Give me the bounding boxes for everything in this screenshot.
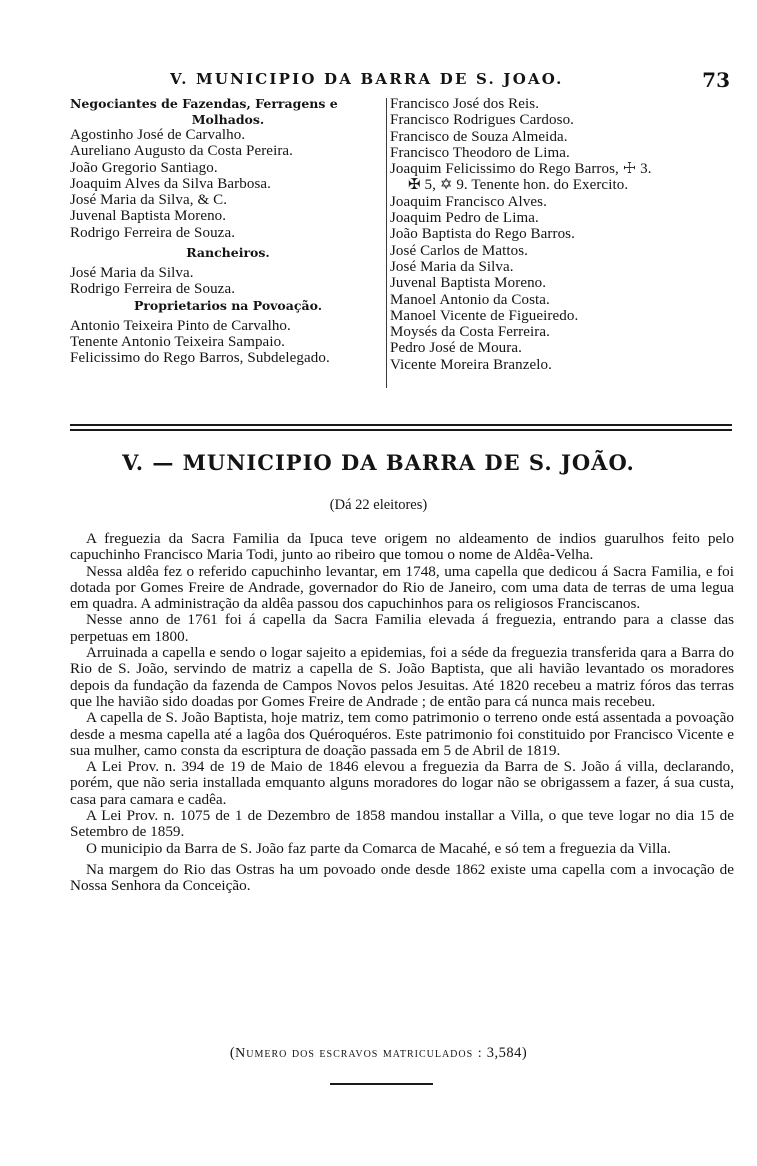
paragraph: A Lei Prov. n. 394 de 19 de Maio de 1846 elevou a freguezia da Barra de S. João á villa, declarando, porém, que não seria installada emquanto alguns moradores do logar não se obrigassem a fazer, á sua custa, casa para camara e cadêa. — [70, 758, 734, 808]
running-header — [170, 70, 730, 96]
category-heading-rancheiros: Rancheiros. — [186, 245, 270, 261]
body-text — [70, 531, 734, 895]
list-item: Rodrigo Ferreira de Souza. — [70, 281, 236, 298]
paragraph: A capella de S. João Baptista, hoje matriz, tem como patrimonio o terreno onde está assentada a povoação desde a mesma capella até a lagôa dos Quéroquéros. Este patrimonio foi constituido por Francisco Vicente e sua mulher, camo consta da escriptura de doação passada em 5 de Abril de 1819. — [70, 709, 734, 759]
category-heading-merchants-cont: Molhados. — [191, 112, 265, 127]
left-column — [70, 96, 386, 367]
paragraph: Nesse anno de 1761 foi á capella da Sacra Familia elevada á freguezia, entrando para a classe das perpetuas em 1800. — [70, 611, 734, 645]
list-item: José Maria da Silva. — [70, 265, 194, 282]
list-item: Antonio Teixeira Pinto de Carvalho. — [70, 317, 291, 334]
category-heading-merchants: Negociantes de Fazendas, Ferragens e — [70, 96, 338, 111]
list-item: José Maria da Silva, & C. — [70, 192, 228, 209]
end-rule — [330, 1083, 433, 1085]
list-item: João Gregorio Santiago. — [70, 159, 218, 176]
column-divider — [386, 98, 387, 388]
double-rule-divider — [70, 424, 732, 431]
list-item: Francisco José dos Reis. — [390, 96, 540, 112]
list-item: Joaquim Alves da Silva Barbosa. — [70, 175, 271, 192]
electors-note: (Dá 22 eleitores) — [329, 497, 428, 513]
list-item: Juvenal Baptista Moreno. — [70, 208, 227, 225]
paragraph: Arruinada a capella e sendo o logar sajeito a epidemias, foi a séde da freguezia transferida qara a Barra do Rio de S. João, servindo de matriz a capella de S. João Baptista, que ali havião levantado os moradores depois da fundação da fazenda de Campos Novos pelos Jesuitas. Até 1820 recebeu a matriz fóros das terras que lhe havião sido doadas por Gomes Freire de Andrade ; de então para cá nunca mais recebeu. — [70, 644, 734, 710]
paragraph: Nessa aldêa fez o referido capuchinho levantar, em 1748, uma capella que dedicou á Sacra Familia, e foi dotada por Gomes Freire de Andrade, governador do Rio de Janeiro, com uma data de terras de uma legua em quadra. A administração da aldêa passou dos capuchinhos para os religiosos Franciscanos. — [70, 562, 734, 613]
list-item-continuation: ✠ 5, ✡ 9. Tenente hon. do Exercito. — [408, 177, 629, 194]
list-item: Francisco Theodoro de Lima. — [390, 144, 570, 161]
list-item: João Baptista do Rego Barros. — [390, 226, 575, 243]
list-item: Agostinho José de Carvalho. — [70, 127, 246, 143]
list-item: Vicente Moreira Branzelo. — [390, 356, 552, 373]
list-item: Aureliano Augusto da Costa Pereira. — [70, 143, 294, 160]
running-title: V. MUNICIPIO DA BARRA DE S. JOAO. — [170, 70, 564, 88]
list-item: Joaquim Francisco Alves. — [390, 193, 547, 210]
list-item: Moysés da Costa Ferreira. — [390, 324, 550, 341]
list-item: Manoel Vicente de Figueiredo. — [390, 307, 579, 324]
slaves-count-note: (Numero dos escravos matriculados : 3,584) — [229, 1045, 528, 1061]
list-item: Pedro José de Moura. — [390, 340, 522, 357]
paragraph: Na margem do Rio das Ostras ha um povoado onde desde 1862 existe uma capella com a invocação de Nossa Senhora da Conceição. — [70, 860, 734, 895]
list-item: Francisco de Souza Almeida. — [390, 128, 568, 145]
paragraph: O municipio da Barra de S. João faz parte da Comarca de Macahé, e só tem a freguezia da Villa. — [86, 839, 671, 857]
page-number: 73 — [702, 68, 730, 92]
list-item: Rodrigo Ferreira de Souza. — [70, 224, 236, 241]
list-item: Felicissimo do Rego Barros, Subdelegado. — [70, 350, 330, 367]
list-item: José Maria da Silva. — [390, 258, 514, 275]
slaves-count: 3,584 — [486, 1045, 522, 1061]
section-title: V. — MUNICIPIO DA BARRA DE S. JOÃO. — [122, 450, 635, 475]
paragraph: A freguezia da Sacra Familia da Ipuca teve origem no aldeamento de indios guarulhos feito pelo capuchinho Francisco Maria Todi, junto ao ribeiro que tomou o nome de Aldêa-Velha. — [70, 530, 734, 564]
list-item: Tenente Antonio Teixeira Sampaio. — [70, 333, 286, 350]
slaves-label: Numero dos escravos matriculados : — [235, 1046, 483, 1061]
list-item: Joaquim Felicissimo do Rego Barros, ☩ 3. — [390, 161, 652, 178]
category-heading-proprietarios: Proprietarios na Povoação. — [133, 297, 323, 313]
list-item: Joaquim Pedro de Lima. — [390, 210, 539, 227]
list-item: Manoel Antonio da Costa. — [390, 291, 550, 308]
list-item: Francisco Rodrigues Cardoso. — [390, 112, 575, 129]
list-item: Juvenal Baptista Moreno. — [390, 275, 547, 292]
merchant-lists — [70, 96, 730, 396]
list-item: José Carlos de Mattos. — [390, 242, 529, 259]
right-column — [390, 96, 730, 373]
paragraph: A Lei Prov. n. 1075 de 1 de Dezembro de 1858 mandou installar a Villa, o que teve logar no dia 15 de Setembro de 1859. — [70, 807, 734, 841]
